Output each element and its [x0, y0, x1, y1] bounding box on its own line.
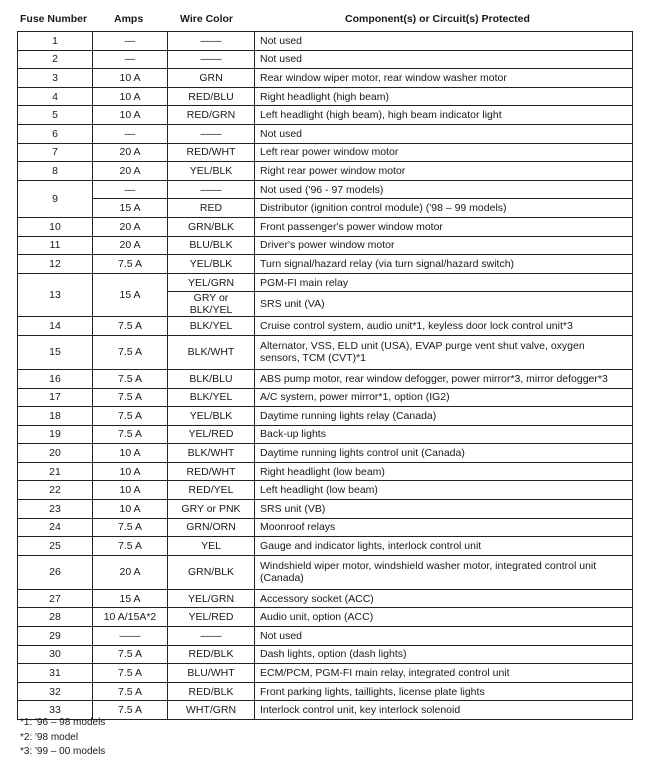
table-row: [18, 180, 633, 199]
amps-cell: 20 A: [93, 162, 168, 181]
component-cell: Left rear power window motor: [255, 143, 633, 162]
component-cell: Driver's power window motor: [255, 236, 633, 255]
table-row: [18, 317, 633, 336]
fuse-number-cell: 4: [18, 87, 93, 106]
amps-cell: 15 A: [93, 273, 168, 317]
fuse-number-cell: 14: [18, 317, 93, 336]
fuse-number-cell: 31: [18, 664, 93, 683]
wire-color-cell: RED/WHT: [168, 143, 255, 162]
table-row: [18, 537, 633, 556]
table-row: [18, 87, 633, 106]
fuse-number-cell: 26: [18, 555, 93, 589]
component-cell: A/C system, power mirror*1, option (IG2): [255, 388, 633, 407]
table-row: [18, 335, 633, 369]
fuse-number-cell: 27: [18, 589, 93, 608]
fuse-number-cell: 24: [18, 518, 93, 537]
wire-color-cell: GRN/BLK: [168, 555, 255, 589]
component-cell: Moonroof relays: [255, 518, 633, 537]
table-row: [18, 518, 633, 537]
table-row: [18, 69, 633, 88]
wire-color-cell: YEL/BLK: [168, 162, 255, 181]
amps-cell: 15 A: [93, 589, 168, 608]
footnote: *3: '99 – 00 models: [20, 746, 106, 757]
amps-cell: 7.5 A: [93, 537, 168, 556]
table-row: [18, 388, 633, 407]
amps-cell: ——: [93, 627, 168, 646]
wire-color-cell: BLK/YEL: [168, 388, 255, 407]
fuse-number-cell: 7: [18, 143, 93, 162]
wire-color-cell: YEL: [168, 537, 255, 556]
component-cell: Dash lights, option (dash lights): [255, 645, 633, 664]
amps-cell: 7.5 A: [93, 407, 168, 426]
wire-color-cell: RED/BLK: [168, 682, 255, 701]
table-row: [18, 682, 633, 701]
fuse-number-cell: 30: [18, 645, 93, 664]
component-cell: Right headlight (low beam): [255, 462, 633, 481]
wire-color-cell: YEL/RED: [168, 608, 255, 627]
wire-color-cell: ——: [168, 180, 255, 199]
wire-color-cell: GRN: [168, 69, 255, 88]
table-row: [18, 425, 633, 444]
fuse-number-cell: 2: [18, 50, 93, 69]
fuse-number-cell: 16: [18, 369, 93, 388]
fuse-number-cell: 15: [18, 335, 93, 369]
fuse-number-cell: 29: [18, 627, 93, 646]
wire-color-cell: GRY or PNK: [168, 500, 255, 519]
component-cell: Rear window wiper motor, rear window washer motor: [255, 69, 633, 88]
component-cell: Audio unit, option (ACC): [255, 608, 633, 627]
fuse-number-cell: 21: [18, 462, 93, 481]
wire-color-cell: ——: [168, 124, 255, 143]
fuse-number-cell: 10: [18, 217, 93, 236]
wire-color-cell: YEL/BLK: [168, 407, 255, 426]
table-row: [18, 589, 633, 608]
table-row: [18, 162, 633, 181]
wire-color-cell: GRY or BLK/YEL: [168, 292, 255, 317]
fuse-number-cell: 6: [18, 124, 93, 143]
component-cell: Not used: [255, 32, 633, 51]
component-cell: SRS unit (VB): [255, 500, 633, 519]
wire-color-cell: RED: [168, 199, 255, 218]
fuse-number-cell: 18: [18, 407, 93, 426]
table-row: [18, 462, 633, 481]
wire-color-cell: BLK/YEL: [168, 317, 255, 336]
header-component: Component(s) or Circuit(s) Protected: [345, 13, 530, 25]
amps-cell: 7.5 A: [93, 335, 168, 369]
component-cell: Right rear power window motor: [255, 162, 633, 181]
amps-cell: 7.5 A: [93, 645, 168, 664]
table-row: [18, 664, 633, 683]
wire-color-cell: RED/GRN: [168, 106, 255, 125]
wire-color-cell: BLK/WHT: [168, 335, 255, 369]
amps-cell: —: [93, 124, 168, 143]
amps-cell: 20 A: [93, 217, 168, 236]
component-cell: Not used: [255, 627, 633, 646]
fuse-number-cell: 5: [18, 106, 93, 125]
footnote: *1: '96 – 98 models: [20, 717, 106, 728]
amps-cell: 7.5 A: [93, 317, 168, 336]
wire-color-cell: YEL/GRN: [168, 589, 255, 608]
wire-color-cell: BLK/WHT: [168, 444, 255, 463]
fuse-number-cell: 3: [18, 69, 93, 88]
component-cell: Not used ('96 - 97 models): [255, 180, 633, 199]
amps-cell: 10 A: [93, 444, 168, 463]
table-row: [18, 50, 633, 69]
fuse-number-cell: 12: [18, 255, 93, 274]
component-cell: Windshield wiper motor, windshield washer motor, integrated control unit (Canada): [255, 555, 633, 589]
component-cell: Distributor (ignition control module) ('98 – 99 models): [255, 199, 633, 218]
amps-cell: —: [93, 180, 168, 199]
amps-cell: 10 A: [93, 462, 168, 481]
component-cell: Alternator, VSS, ELD unit (USA), EVAP purge vent shut valve, oxygen sensors, TCM (CVT)*1: [255, 335, 633, 369]
table-row: [18, 369, 633, 388]
amps-cell: 10 A/15A*2: [93, 608, 168, 627]
wire-color-cell: YEL/GRN: [168, 273, 255, 292]
amps-cell: 7.5 A: [93, 369, 168, 388]
wire-color-cell: ——: [168, 32, 255, 51]
component-cell: Front passenger's power window motor: [255, 217, 633, 236]
component-cell: Daytime running lights relay (Canada): [255, 407, 633, 426]
table-row: [18, 645, 633, 664]
component-cell: Daytime running lights control unit (Canada): [255, 444, 633, 463]
amps-cell: 15 A: [93, 199, 168, 218]
amps-cell: 10 A: [93, 106, 168, 125]
header-fuse-number: Fuse Number: [20, 13, 88, 25]
table-row: [18, 407, 633, 426]
amps-cell: —: [93, 50, 168, 69]
fuse-number-cell: 33: [18, 701, 93, 720]
component-cell: Back-up lights: [255, 425, 633, 444]
amps-cell: 10 A: [93, 500, 168, 519]
fuse-number-cell: 22: [18, 481, 93, 500]
table-row: [18, 627, 633, 646]
amps-cell: 7.5 A: [93, 682, 168, 701]
component-cell: Accessory socket (ACC): [255, 589, 633, 608]
wire-color-cell: YEL/RED: [168, 425, 255, 444]
component-cell: Turn signal/hazard relay (via turn signal/hazard switch): [255, 255, 633, 274]
table-row: [18, 236, 633, 255]
component-cell: Right headlight (high beam): [255, 87, 633, 106]
component-cell: Not used: [255, 124, 633, 143]
wire-color-cell: WHT/GRN: [168, 701, 255, 720]
fuse-number-cell: 9: [18, 180, 93, 217]
fuse-number-cell: 32: [18, 682, 93, 701]
amps-cell: 20 A: [93, 555, 168, 589]
component-cell: ECM/PCM, PGM-FI main relay, integrated control unit: [255, 664, 633, 683]
table-row: [18, 199, 633, 218]
table-row: [18, 555, 633, 589]
amps-cell: 10 A: [93, 69, 168, 88]
table-row: [18, 143, 633, 162]
fuse-number-cell: 20: [18, 444, 93, 463]
amps-cell: 7.5 A: [93, 255, 168, 274]
wire-color-cell: BLU/WHT: [168, 664, 255, 683]
wire-color-cell: ——: [168, 627, 255, 646]
table-row: [18, 608, 633, 627]
amps-cell: 7.5 A: [93, 388, 168, 407]
fuse-number-cell: 11: [18, 236, 93, 255]
component-cell: Front parking lights, taillights, license plate lights: [255, 682, 633, 701]
wire-color-cell: BLU/BLK: [168, 236, 255, 255]
table-row: [18, 217, 633, 236]
amps-cell: —: [93, 32, 168, 51]
component-cell: Left headlight (high beam), high beam indicator light: [255, 106, 633, 125]
fuse-number-cell: 8: [18, 162, 93, 181]
fuse-number-cell: 23: [18, 500, 93, 519]
amps-cell: 20 A: [93, 143, 168, 162]
amps-cell: 7.5 A: [93, 425, 168, 444]
wire-color-cell: GRN/ORN: [168, 518, 255, 537]
table-row: [18, 106, 633, 125]
table-row: [18, 124, 633, 143]
component-cell: Left headlight (low beam): [255, 481, 633, 500]
fuse-number-cell: 25: [18, 537, 93, 556]
component-cell: Gauge and indicator lights, interlock control unit: [255, 537, 633, 556]
table-row: [18, 701, 633, 720]
table-row: [18, 32, 633, 51]
table-row: [18, 273, 633, 292]
fuse-number-cell: 17: [18, 388, 93, 407]
wire-color-cell: RED/BLK: [168, 645, 255, 664]
component-cell: Cruise control system, audio unit*1, keyless door lock control unit*3: [255, 317, 633, 336]
wire-color-cell: GRN/BLK: [168, 217, 255, 236]
fuse-table: [17, 31, 633, 720]
wire-color-cell: RED/WHT: [168, 462, 255, 481]
wire-color-cell: RED/YEL: [168, 481, 255, 500]
fuse-number-cell: 13: [18, 273, 93, 317]
component-cell: Not used: [255, 50, 633, 69]
wire-color-cell: YEL/BLK: [168, 255, 255, 274]
header-amps: Amps: [114, 13, 144, 25]
amps-cell: 7.5 A: [93, 518, 168, 537]
component-cell: Interlock control unit, key interlock solenoid: [255, 701, 633, 720]
component-cell: ABS pump motor, rear window defogger, power mirror*3, mirror defogger*3: [255, 369, 633, 388]
amps-cell: 10 A: [93, 87, 168, 106]
component-cell: SRS unit (VA): [255, 292, 633, 317]
table-row: [18, 481, 633, 500]
amps-cell: 10 A: [93, 481, 168, 500]
amps-cell: 20 A: [93, 236, 168, 255]
wire-color-cell: ——: [168, 50, 255, 69]
table-row: [18, 255, 633, 274]
table-row: [18, 500, 633, 519]
footnote: *2: '98 model: [20, 731, 79, 743]
fuse-number-cell: 19: [18, 425, 93, 444]
amps-cell: 7.5 A: [93, 701, 168, 720]
component-cell: PGM-FI main relay: [255, 273, 633, 292]
header-wire-color: Wire Color: [180, 13, 233, 25]
fuse-number-cell: 28: [18, 608, 93, 627]
amps-cell: 7.5 A: [93, 664, 168, 683]
footnotes: [20, 716, 105, 760]
wire-color-cell: RED/BLU: [168, 87, 255, 106]
fuse-number-cell: 1: [18, 32, 93, 51]
table-row: [18, 444, 633, 463]
wire-color-cell: BLK/BLU: [168, 369, 255, 388]
